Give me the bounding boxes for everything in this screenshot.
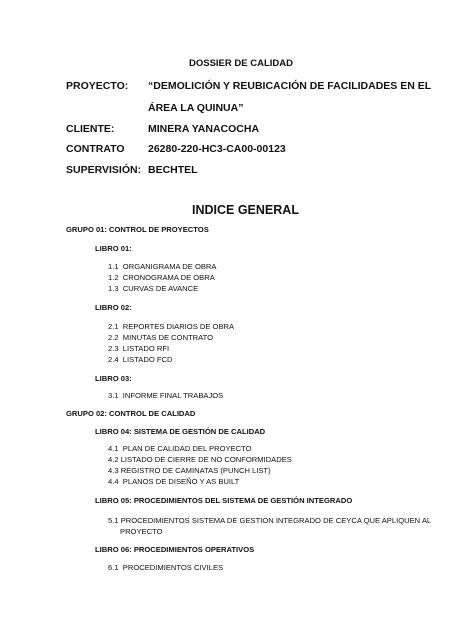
index-item: 5.1 PROCEDIMIENTOS SISTEMA DE GESTION INTEGRADO DE CEYCA QUE APLIQUEN AL: [108, 516, 432, 525]
index-item: 2.2 MINUTAS DE CONTRATO: [108, 333, 214, 342]
index-title: INDICE GENERAL: [192, 203, 299, 217]
cliente-value: MINERA YANACOCHA: [148, 123, 260, 135]
index-item: 1.1 ORGANIGRAMA DE OBRA: [108, 262, 217, 271]
proyecto-value-line1: “DEMOLICIÓN Y REUBICACIÓN DE FACILIDADES EN EL: [148, 80, 432, 92]
libro-title: LIBRO 02:: [95, 303, 132, 312]
contrato-label: CONTRATO: [66, 143, 125, 155]
libro-title: LIBRO 01:: [95, 244, 132, 253]
libro-title: LIBRO 03:: [95, 374, 132, 383]
proyecto-label: PROYECTO:: [66, 80, 129, 92]
libro-title: LIBRO 04: SISTEMA DE GESTIÓN DE CALIDAD: [95, 427, 266, 436]
index-item: 1.3 CURVAS DE AVANCE: [108, 284, 199, 293]
libro-title: LIBRO 05: PROCEDIMIENTOS DEL SISTEMA DE GESTIÓN INTEGRADO: [95, 496, 353, 505]
supervision-value: BECHTEL: [148, 164, 198, 176]
index-item: 2.3 LISTADO RFI: [108, 344, 170, 353]
index-item: 6.1 PROCEDIMIENTOS CIVILES: [108, 563, 224, 572]
group-title: GRUPO 01: CONTROL DE PROYECTOS: [66, 225, 209, 234]
index-item-continuation: PROYECTO: [120, 527, 163, 536]
proyecto-value-line2: ÁREA LA QUINUA”: [148, 102, 244, 114]
index-item: 2.1 REPORTES DIARIOS DE OBRA: [108, 322, 235, 331]
cliente-label: CLIENTE:: [66, 123, 115, 135]
group-title: GRUPO 02: CONTROL DE CALIDAD: [66, 409, 196, 418]
index-item: 4.2 LISTADO DE CIERRE DE NO CONFORMIDADES: [108, 455, 292, 464]
libro-title: LIBRO 06: PROCEDIMIENTOS OPERATIVOS: [95, 545, 255, 554]
document-title: DOSSIER DE CALIDAD: [189, 58, 293, 69]
contrato-value: 26280-220-HC3-CA00-00123: [148, 143, 286, 155]
index-item: 1.2 CRONOGRAMA DE OBRA: [108, 273, 215, 282]
index-item: 4.3 REGISTRO DE CAMINATAS (PUNCH LIST): [108, 466, 271, 475]
index-item: 2.4 LISTADO FCD: [108, 355, 173, 364]
supervision-label: SUPERVISIÓN:: [66, 164, 142, 176]
index-item: 4.4 PLANOS DE DISEÑO Y AS BUILT: [108, 477, 240, 486]
index-item: 4.1 PLAN DE CALIDAD DEL PROYECTO: [108, 444, 252, 453]
index-item: 3.1 INFORME FINAL TRABAJOS: [108, 391, 224, 400]
